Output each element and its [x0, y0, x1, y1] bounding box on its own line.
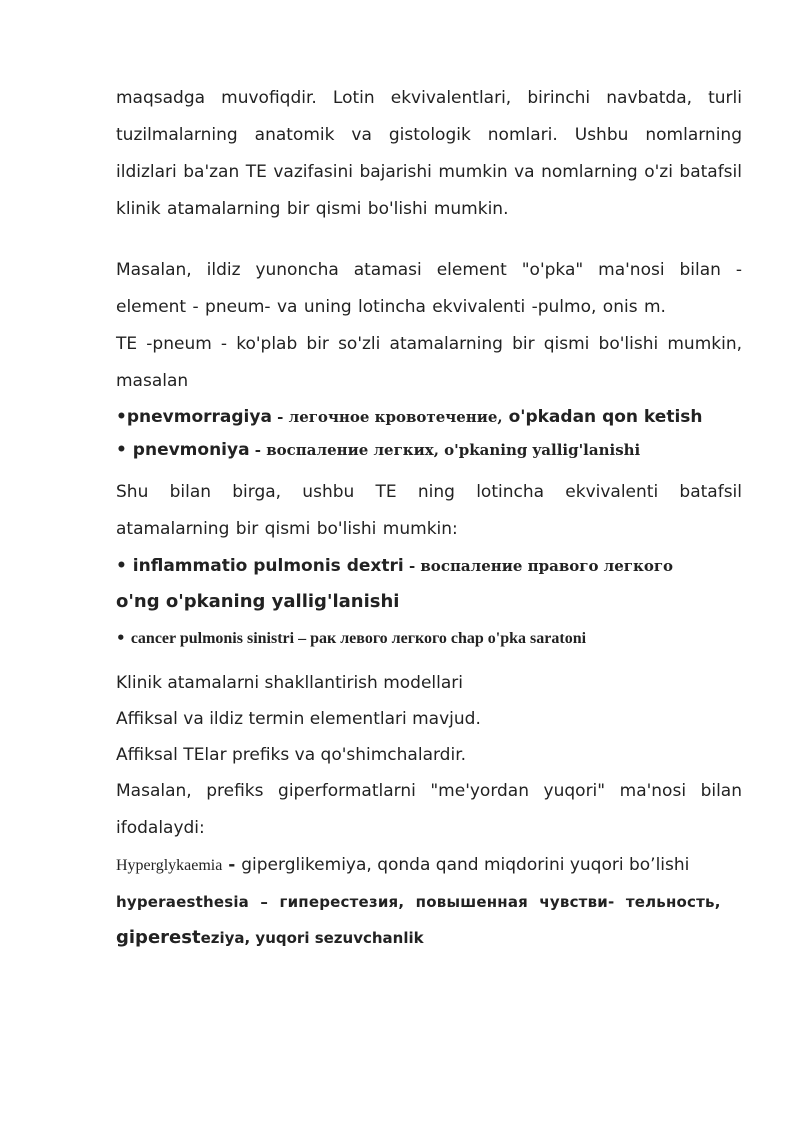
example-hyperaesthesia: hyperaesthesia – гиперестезия, повышенная чувстви- тельность, [116, 893, 721, 911]
term-inflammatio [116, 548, 742, 584]
spacer [116, 657, 742, 665]
term-translation-ru: - легочное кровотечение, [271, 408, 503, 426]
line-models: Klinik atamalarni shakllantirish modellari [116, 673, 464, 693]
example-term-rest: eziya, yuqori sezuvchanlik [200, 929, 424, 947]
spacer [116, 466, 742, 474]
term-translation-ru: - воспаление правого легкого [403, 557, 674, 575]
term-name: inflammatio pulmonis dextri [132, 556, 404, 576]
term-text: cancer pulmonis sinistri – рак левого легкого chap o'pka saratoni [130, 630, 587, 647]
bullet: • [116, 629, 131, 647]
paragraph-latin-equivalent: Shu bilan birga, ushbu TE ning lotincha ekvivalenti batafsil atamalarning bir qismi bo'lishi mumkin: [116, 482, 742, 539]
term-pnevmoniya [116, 434, 742, 466]
line-affix-te: Affiksal TElar prefiks va qo'shimchalardir. [116, 745, 467, 765]
term-cancer [116, 620, 742, 657]
example-translation: giperglikemiya, qonda qand miqdorini yuqori bo’lishi [241, 855, 690, 875]
term-inflammatio-uz: o'ng o'pkaning yallig'lanishi [116, 591, 400, 612]
paragraph-te-pneum: TE -pneum - ko'plab bir so'zli atamalarning bir qismi bo'lishi mumkin, masalan [116, 334, 742, 391]
bullet: • [116, 407, 127, 427]
term-name: pnevmoniya [132, 440, 250, 460]
paragraph-example: Masalan, ildiz yunoncha atamasi element "o'pka" ma'nosi bilan - element - pneum- va uning lotincha ekvivalenti -pulmo, onis m. [116, 260, 742, 317]
bullet: • [116, 556, 133, 576]
term-translation-uz: o'pkadan qon ketish [502, 407, 703, 427]
example-dash: - [222, 855, 242, 875]
bullet: • [116, 440, 133, 460]
term-pnevmorragiya [116, 400, 742, 434]
example-term-start: giperest [116, 927, 201, 948]
term-name: pnevmorragiya [126, 407, 272, 427]
example-hyperglykaemia [116, 847, 742, 884]
paragraph-intro: maqsadga muvofiqdir. Lotin ekvivalentlari, birinchi navbatda, turli tuzilmalarning anatomik va gistologik nomlari. Ushbu nomlarning ildizlari ba'zan TE vazifasini bajarishi mumkin va nomlarning o'zi batafsil klinik atamalarning bir qismi bo'lishi mumkin. [116, 88, 742, 219]
spacer [116, 228, 742, 252]
term-translation: - воспаление легких, o'pkaning yallig'lanishi [249, 441, 641, 459]
example-term: Hyperglykaemia [116, 857, 223, 874]
example-giperesteziya [116, 920, 742, 956]
document-page [116, 80, 742, 956]
paragraph-prefix: Masalan, prefiks giperformatlarni "me'yordan yuqori" ma'nosi bilan ifodalaydi: [116, 781, 742, 838]
line-affix-root: Affiksal va ildiz termin elementlari mavjud. [116, 709, 481, 729]
